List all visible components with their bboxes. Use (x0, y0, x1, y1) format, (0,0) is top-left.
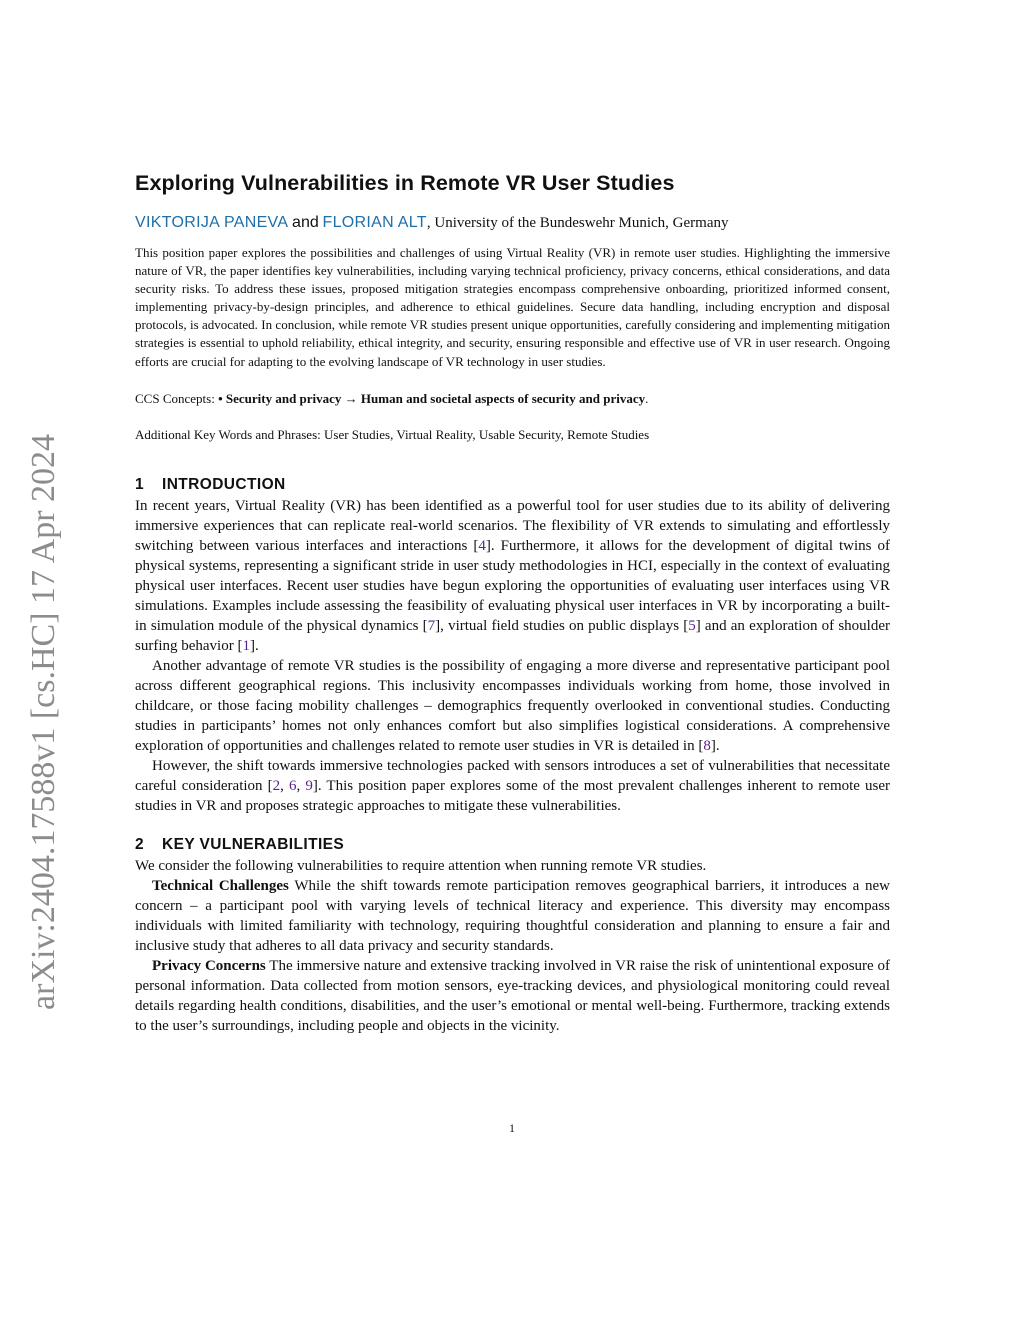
technical-challenges-paragraph (135, 876, 890, 956)
citation-link[interactable]: 6 (289, 777, 297, 794)
ccs-concepts (135, 390, 890, 408)
text-run: ] and an exploration of shoulder surfing behavior [ (135, 617, 890, 654)
paper-body (135, 166, 890, 1036)
intro-paragraph-3 (135, 756, 890, 816)
author-alt: FLORIAN ALT (322, 214, 427, 231)
ccs-label: CCS Concepts: (135, 390, 219, 406)
citation-link[interactable]: 7 (427, 617, 436, 634)
text-run: Another advantage of remote VR studies is the possibility of engaging a more diverse and representative participant pool across different geographical regions. This inclusivity encompasses individuals working from home, those involved in childcare, or those facing mobility challenges – demographics frequently overlooked in conventional studies. Conducting studies in participants’ homes not only enhances comfort but also simplifies logistical considerations. A comprehensive exploration of opportunities and challenges related to remote user studies in VR is detailed in [ (135, 657, 890, 754)
paper-title: Exploring Vulnerabilities in Remote VR User Studies (135, 171, 675, 195)
arxiv-stamp: arXiv:2404.17588v1 [cs.HC] 17 Apr 2024 (25, 433, 62, 1010)
section-number: 1 (135, 475, 145, 493)
author-conjunction: and (292, 214, 319, 231)
text-run: ]. (710, 737, 720, 754)
affiliation: , University of the Bundeswehr Munich, Germany (426, 215, 729, 231)
keywords: Additional Key Words and Phrases: User Studies, Virtual Reality, Usable Security, Remote Studies (135, 426, 650, 442)
citation-link[interactable]: 5 (688, 617, 696, 634)
citation-link[interactable]: 1 (242, 637, 250, 654)
section-heading-key-vulnerabilities (135, 834, 890, 856)
intro-paragraph-1 (135, 496, 890, 656)
run-in-heading: Technical Challenges (152, 877, 289, 894)
vulnerabilities-intro: We consider the following vulnerabilities to require attention when running remote VR studies. (135, 857, 707, 874)
citation-link[interactable]: 2 (272, 777, 281, 794)
abstract: This position paper explores the possibilities and challenges of using Virtual Reality (VR) in remote user studies. Highlighting the immersive nature of VR, the paper identifies key vulnerabilities, including varying technical proficiency, privacy concerns, ethical considerations, and data security risks. To address these issues, proposed mitigation strategies encompass comprehensive onboarding, prioritized informed consent, implementing privacy-by-design principles, and adherence to ethical guidelines. Secure data handling, including encryption and disposal protocols, is advocated. In conclusion, while remote VR studies present unique opportunities, carefully considering and implementing mitigation strategies is essential to uphold reliability, ethical integrity, and security, ensuring responsible and effective use of VR in user research. Ongoing efforts are crucial for adapting to the evolving landscape of VR technology in user studies. (135, 245, 890, 369)
text-run: While the shift towards remote participation removes geographical barriers, it introduces a new concern – a participant pool with varying levels of technical literacy and experience. This diversity may encompass individuals with limited familiarity with technology, requiring thoughtful consideration and planning to ensure a fair and inclusive study that adheres to all data privacy and security standards. (135, 877, 890, 954)
section-title: INTRODUCTION (162, 475, 286, 493)
citation-link[interactable]: 8 (703, 737, 711, 754)
section-title: KEY VULNERABILITIES (162, 835, 345, 853)
section-heading-introduction (135, 474, 890, 496)
text-run: However, the shift towards immersive technologies packed with sensors introduces a set of vulnerabilities that necessitate careful consideration [ (135, 757, 890, 794)
text-run: ], virtual field studies on public displays [ (435, 617, 689, 634)
intro-paragraph-2 (135, 656, 890, 756)
text-run: , (280, 777, 289, 794)
run-in-heading: Privacy Concerns (152, 957, 266, 974)
author-paneva: VIKTORIJA PANEVA (135, 214, 289, 231)
ccs-concept: • Security and privacy → Human and societal aspects of security and privacy (218, 390, 646, 406)
text-run: , (296, 777, 306, 794)
section-number: 2 (135, 835, 145, 853)
page-number: 1 (509, 1121, 515, 1135)
text-run: ]. Furthermore, it allows for the development of digital twins of physical systems, representing a significant stride in user study methodologies in HCI, especially in the context of evaluating physical user interfaces. Recent user studies have begun exploring the opportunities of evaluating user interfaces using VR simulations. Examples include assessing the feasibility of evaluating physical user interfaces in VR by incorporating a built-in simulation module of the physical dynamics [ (135, 537, 890, 634)
text-run: In recent years, Virtual Reality (VR) has been identified as a powerful tool for user studies due to its ability of delivering immersive experiences that can replicate real-world scenarios. The flexibility of VR extends to simulating and effortlessly switching between various interfaces and interactions [ (135, 497, 890, 554)
ccs-end: . (645, 390, 649, 406)
citation-link[interactable]: 4 (478, 537, 486, 554)
privacy-concerns-paragraph (135, 956, 890, 1036)
citation-link[interactable]: 9 (305, 777, 313, 794)
text-run: ]. (249, 637, 259, 654)
text-run: ]. This position paper explores some of the most prevalent challenges inherent to remote user studies in VR and proposes strategic approaches to mitigate these vulnerabilities. (135, 777, 891, 814)
author-line (135, 212, 890, 234)
text-run: The immersive nature and extensive tracking involved in VR raise the risk of unintentional exposure of personal information. Data collected from motion sensors, eye-tracking devices, and physiological monitoring could reveal details regarding health conditions, disabilities, and the user’s emotional or mental well-being. Furthermore, tracking extends to the user’s surroundings, including people and objects in the vicinity. (135, 957, 890, 1034)
